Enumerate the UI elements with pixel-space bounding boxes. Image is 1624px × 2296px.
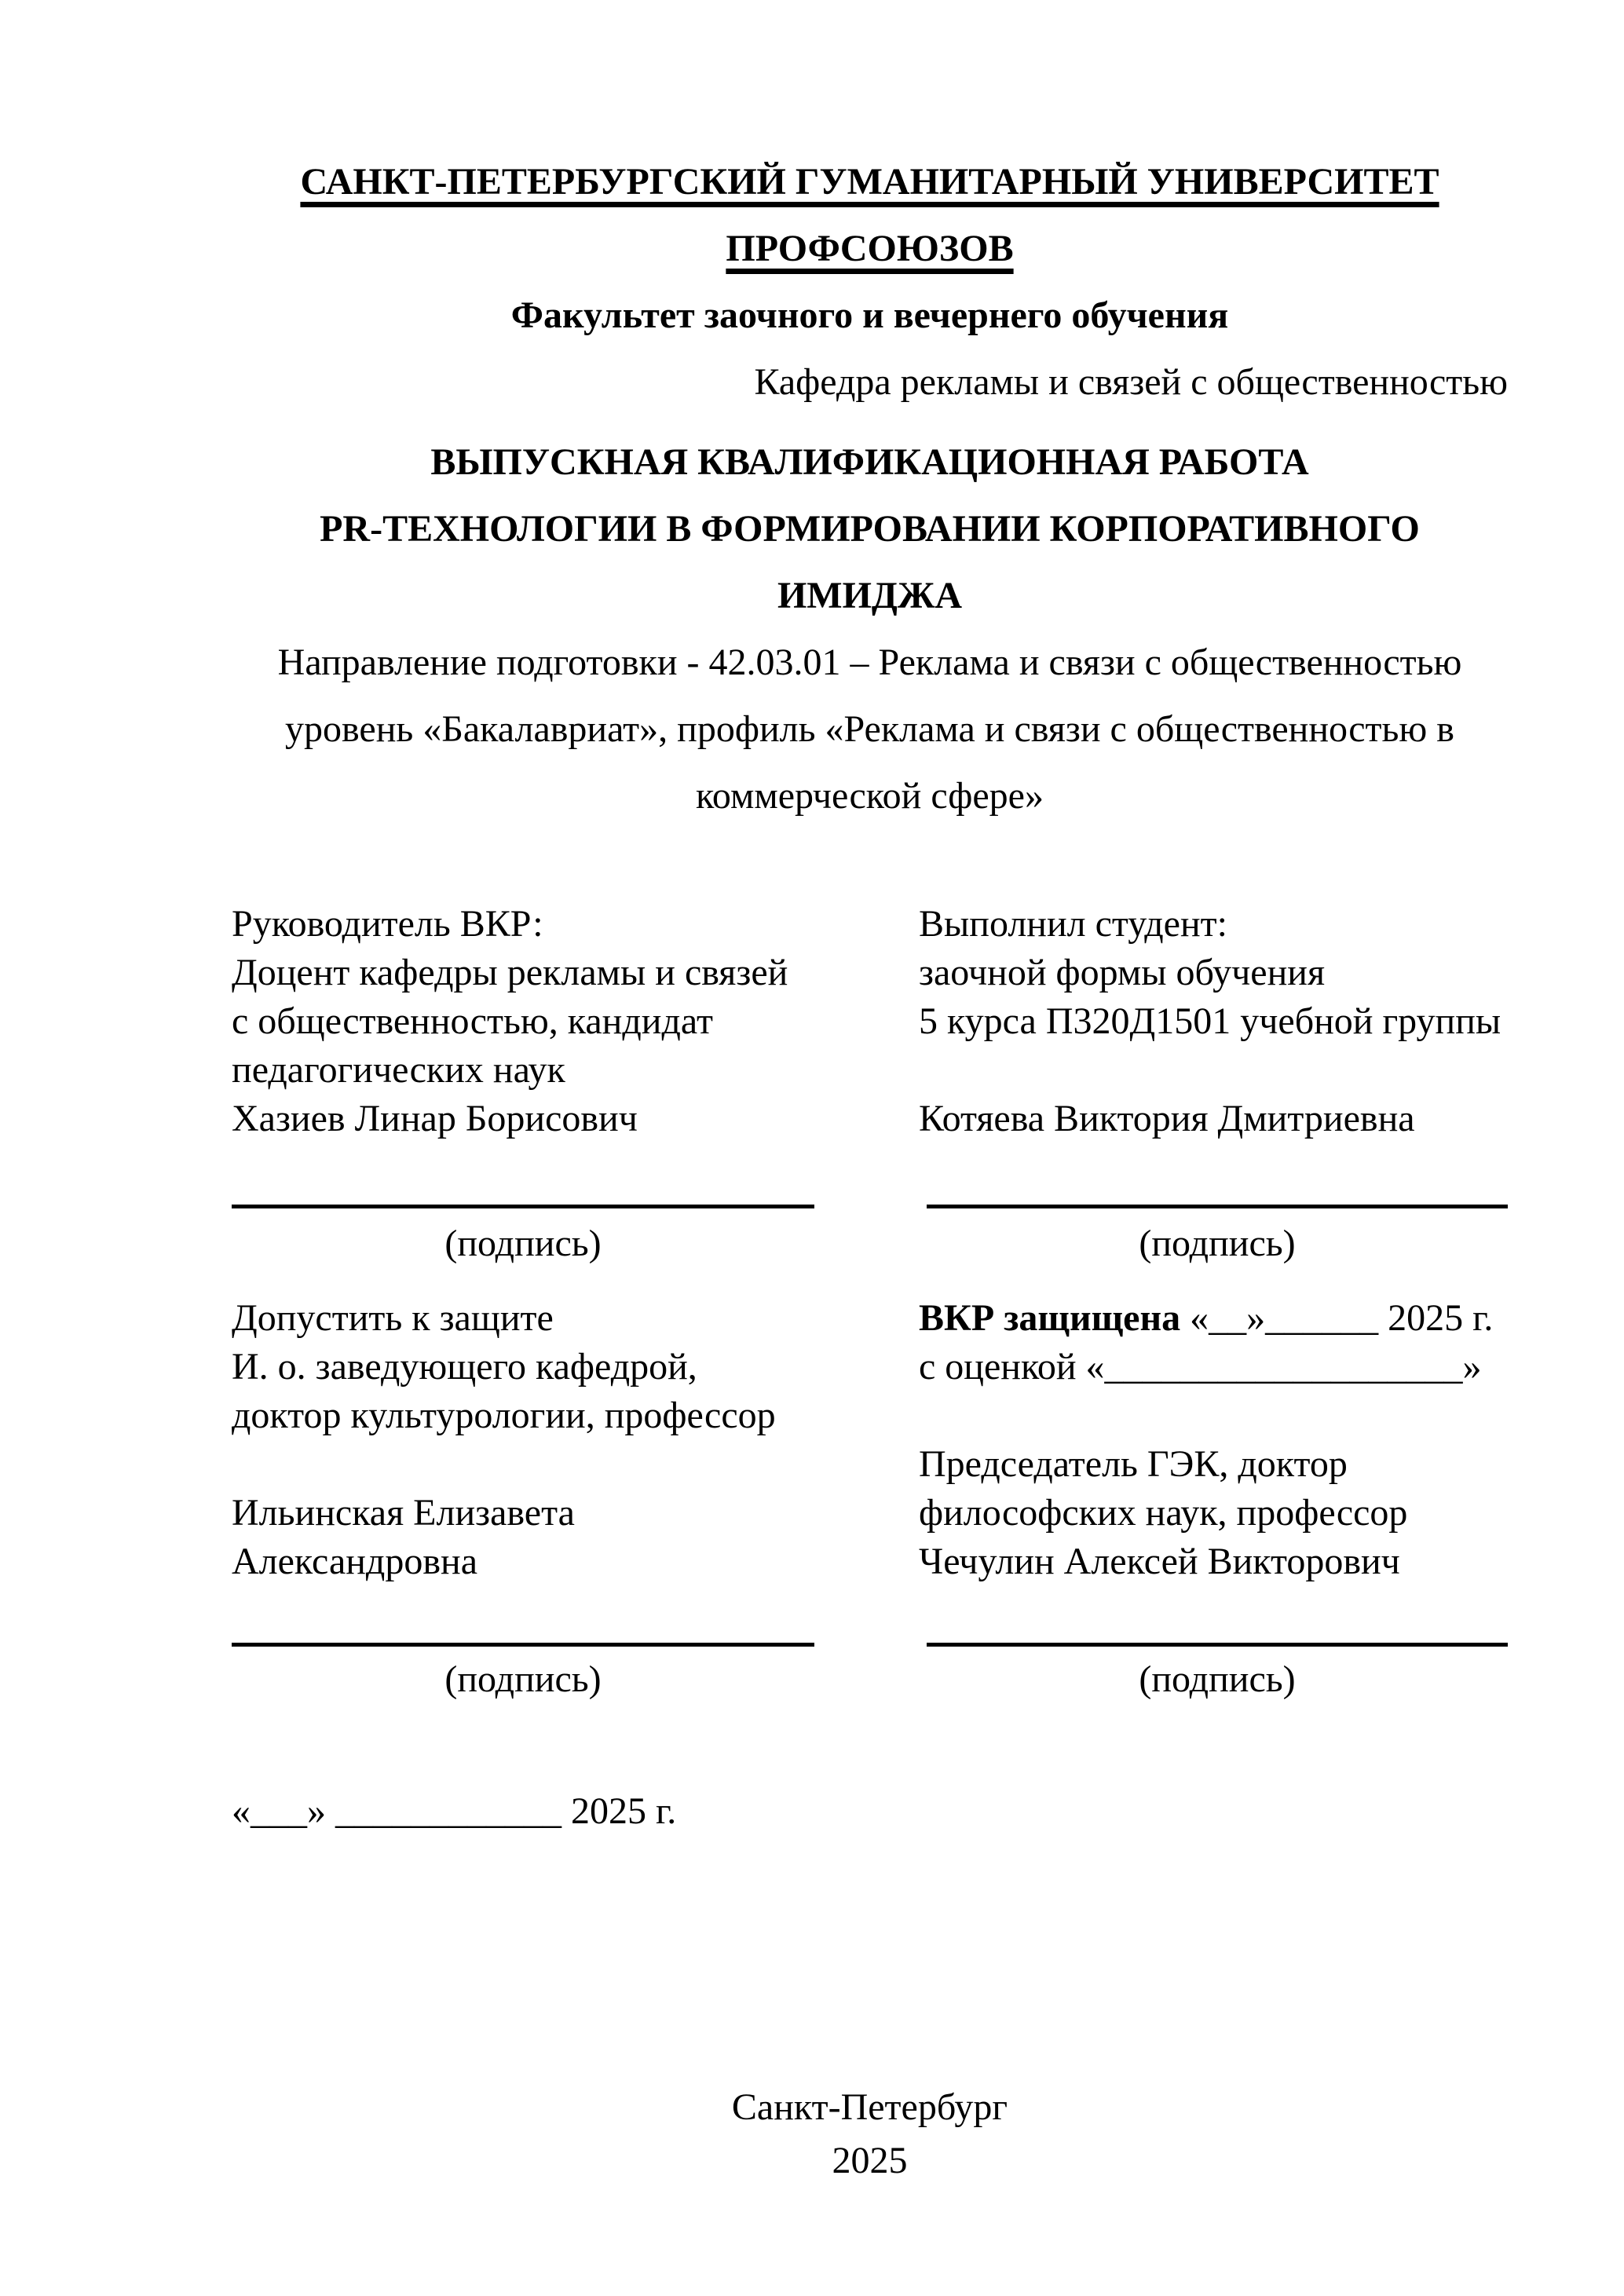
student-signature-line: [927, 1205, 1508, 1208]
student-heading: Выполнил студент:: [919, 903, 1227, 945]
university-name-line1: САНКТ-ПЕТЕРБУРГСКИЙ ГУМАНИТАРНЫЙ УНИВЕРСИТЕТ: [300, 161, 1439, 203]
chairman-signature-line: [927, 1643, 1508, 1647]
admission-signature-line: [232, 1643, 814, 1647]
defense-status-line: [919, 1294, 1516, 1343]
student-signature-caption: (подпись): [1139, 1223, 1296, 1264]
defense-status-label: ВКР защищена: [919, 1297, 1181, 1339]
supervisor-line2: с общественностью, кандидат: [232, 1000, 713, 1042]
student-block: [919, 900, 1516, 1046]
thesis-title-line2: ИМИДЖА: [777, 575, 963, 616]
student-name: Котяева Виктория Дмитриевна: [919, 1098, 1415, 1139]
work-type-line: ВЫПУСКНАЯ КВАЛИФИКАЦИОННАЯ РАБОТА: [430, 441, 1309, 483]
student-line1: заочной формы обучения: [919, 952, 1326, 993]
supervisor-block: [232, 900, 828, 1095]
supervisor-heading: Руководитель ВКР:: [232, 903, 543, 945]
chairman-block: [919, 1440, 1516, 1586]
defense-grade-line: с оценкой «___________________»: [919, 1346, 1482, 1387]
admission-line3: доктор культурологии, профессор: [232, 1395, 776, 1436]
faculty-line: Факультет заочного и вечернего обучения: [510, 294, 1229, 336]
admission-name-line1: Ильинская Елизавета: [232, 1492, 575, 1534]
footer-year: 2025: [832, 2140, 908, 2181]
admission-line2: И. о. заведующего кафедрой,: [232, 1346, 697, 1387]
thesis-title-line1: PR-ТЕХНОЛОГИИ В ФОРМИРОВАНИИ КОРПОРАТИВНОГО: [320, 508, 1420, 550]
supervisor-line3: педагогических наук: [232, 1049, 565, 1091]
defense-status-blank: «__»______ 2025 г.: [1180, 1297, 1494, 1339]
supervisor-signature-line: [232, 1205, 814, 1208]
supervisor-line1: Доцент кафедры рекламы и связей: [232, 952, 788, 993]
footer-city: Санкт-Петербург: [731, 2086, 1008, 2128]
chairman-signature-caption: (подпись): [1139, 1658, 1296, 1700]
program-level-line: уровень «Бакалавриат», профиль «Реклама и связи с общественностью в: [285, 708, 1454, 750]
admission-signature-caption: (подпись): [444, 1658, 602, 1700]
admission-name-line2: Александровна: [232, 1541, 478, 1582]
admission-date-line: «___» ____________ 2025 г.: [232, 1790, 677, 1832]
supervisor-signature-caption: (подпись): [444, 1223, 602, 1264]
admission-line1: Допустить к защите: [232, 1297, 554, 1339]
admission-name-block: [232, 1489, 828, 1586]
supervisor-name: Хазиев Линар Борисович: [232, 1098, 638, 1139]
chairman-line1: Председатель ГЭК, доктор: [919, 1443, 1348, 1485]
program-profile-line: коммерческой сфере»: [696, 775, 1044, 817]
admission-block: [232, 1294, 828, 1440]
department-line: Кафедра рекламы и связей с общественностью: [754, 361, 1508, 403]
chairman-name: Чечулин Алексей Викторович: [919, 1541, 1400, 1582]
footer-block: [232, 2081, 1508, 2188]
chairman-line2: философских наук, профессор: [919, 1492, 1408, 1534]
student-line2: 5 курса П320Д1501 учебной группы: [919, 1000, 1501, 1042]
university-name-line2: ПРОФСОЮЗОВ: [726, 228, 1014, 269]
program-direction-line: Направление подготовки - 42.03.01 – Реклама и связи с общественностью: [277, 642, 1462, 683]
